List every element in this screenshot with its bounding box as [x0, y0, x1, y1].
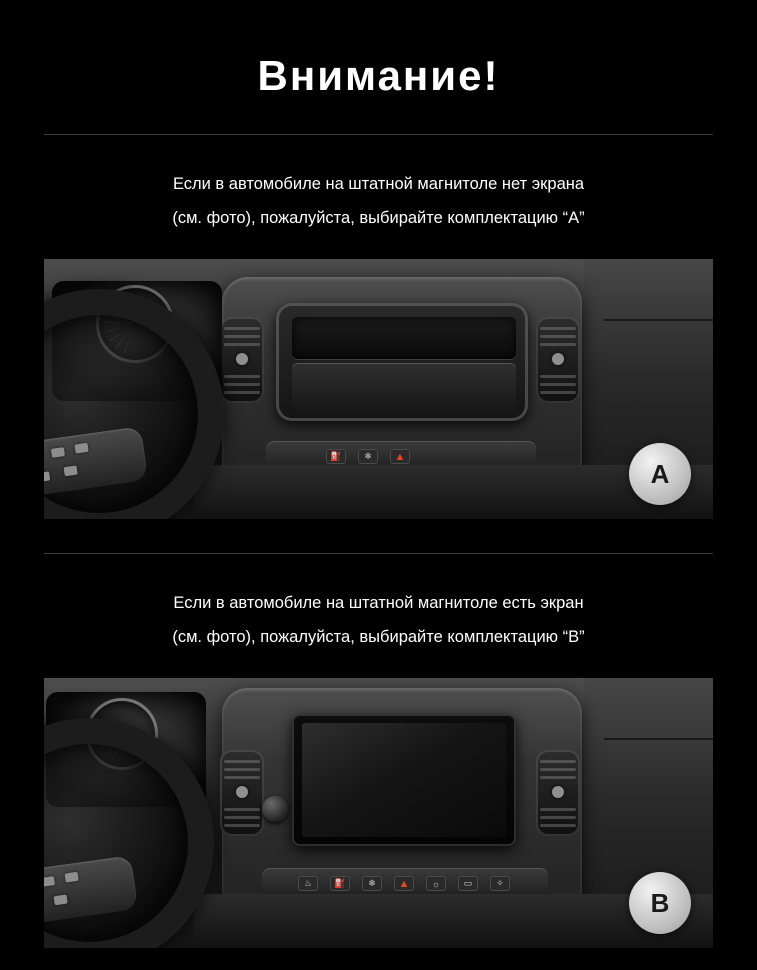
wheel-button-2-icon[interactable] — [44, 876, 55, 887]
hazard-button-icon[interactable]: ▲ — [390, 449, 410, 464]
caption-a-line2: (см. фото), пожалуйста, выбирайте комплектацию “A” — [172, 209, 585, 227]
hazard-button-icon[interactable]: ▲ — [394, 876, 414, 891]
page-title: Внимание! — [257, 52, 500, 99]
section-variant-b — [0, 554, 757, 948]
caption-a-line1: Если в автомобиле на штатной магнитоле нет экрана — [172, 175, 585, 193]
dashboard-seam — [604, 738, 713, 740]
rear-defog-button-icon[interactable]: ☼ — [426, 876, 446, 891]
wheel-button-2-icon[interactable] — [51, 447, 65, 458]
caption-b-line1: Если в автомобиле на штатной магнитоле есть экран — [173, 594, 584, 612]
recirculation-button-icon[interactable]: ✧ — [490, 876, 510, 891]
air-vent-left-icon — [220, 317, 264, 403]
ac-button-icon[interactable]: ❄ — [362, 876, 382, 891]
wheel-button-5-icon[interactable] — [64, 466, 78, 477]
rear-defog-button-icon[interactable]: ❄ — [358, 449, 378, 464]
dashboard-seam — [604, 319, 713, 321]
photo-dashboard-no-screen — [44, 259, 713, 519]
wheel-button-5-icon[interactable] — [54, 895, 68, 906]
radio-slot — [292, 317, 516, 359]
radio-faceplate — [292, 363, 516, 413]
section-variant-a — [0, 135, 757, 519]
steering-wheel-spoke — [44, 426, 148, 498]
variant-badge-a: A — [629, 443, 691, 505]
wheel-button-4-icon[interactable] — [44, 471, 50, 482]
steering-wheel-spoke — [44, 855, 138, 927]
air-vent-right-icon — [536, 317, 580, 403]
section-gap — [0, 519, 757, 553]
display-surface — [302, 723, 506, 837]
caption-b — [44, 554, 713, 678]
wheel-button-3-icon[interactable] — [65, 872, 79, 883]
air-vent-right-icon — [536, 750, 580, 836]
caption-a — [44, 135, 713, 259]
fuel-button-icon[interactable]: ⛽ — [330, 876, 350, 891]
air-vent-left-icon — [220, 750, 264, 836]
defrost-button-icon[interactable]: ⛽ — [326, 449, 346, 464]
head-unit-display[interactable] — [292, 714, 516, 846]
windshield-defrost-button-icon[interactable]: ▭ — [458, 876, 478, 891]
photo-dashboard-with-screen — [44, 678, 713, 948]
display-volume-knob[interactable] — [262, 796, 288, 822]
variant-badge-b: B — [629, 872, 691, 934]
seat-heater-button-icon[interactable]: ♨ — [298, 876, 318, 891]
caption-b-line2: (см. фото), пожалуйста, выбирайте комплектацию “B” — [172, 628, 585, 646]
wheel-button-3-icon[interactable] — [75, 443, 89, 454]
